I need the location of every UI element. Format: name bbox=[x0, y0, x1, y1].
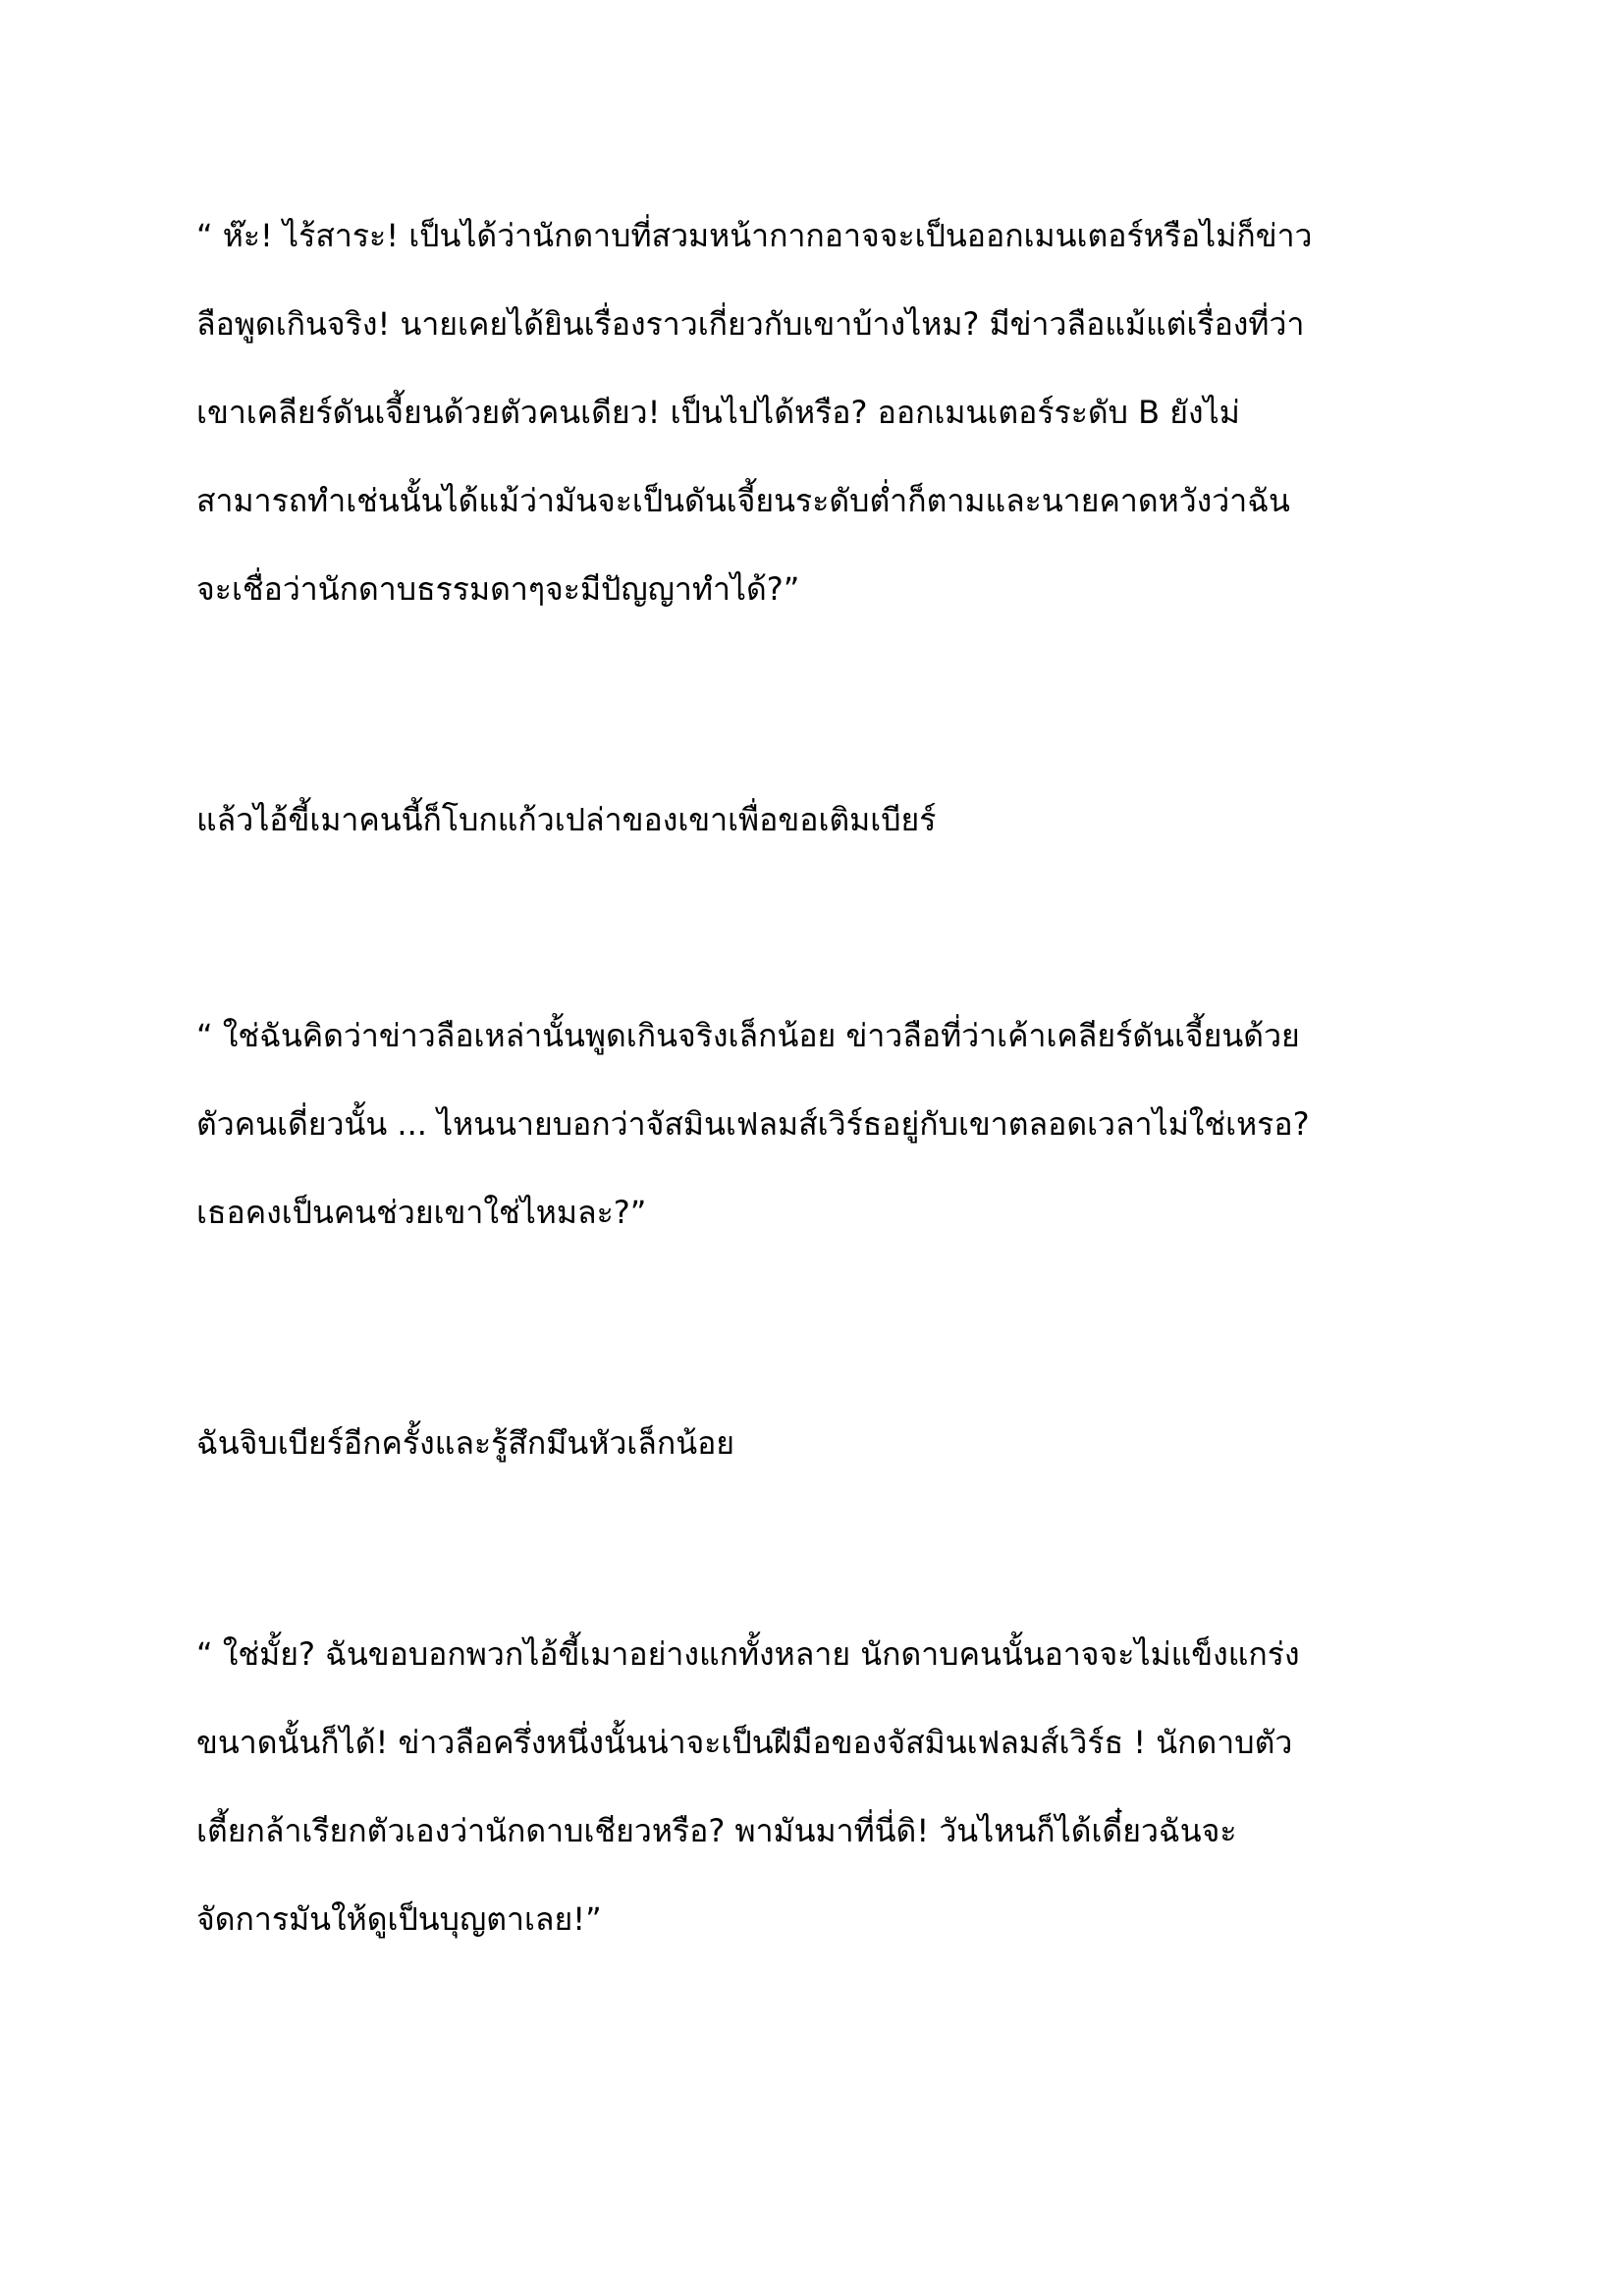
paragraph-4 bbox=[196, 1399, 1443, 1487]
paragraph-3 bbox=[196, 991, 1443, 1256]
paragraph-1-line-2: ลือพูดเกินจริง! นายเคยได้ยินเรื่องราวเกี่ยวกับเขาบ้างไหม? มีข่าวลือแม้แต่เรื่องที่ว่า bbox=[196, 305, 1305, 343]
paragraph-1-line-3: เขาเคลียร์ดันเจี้ยนด้วยตัวคนเดียว! เป็นไปได้หรือ? ออกเมนเตอร์ระดับ B ยังไม่ bbox=[196, 394, 1240, 431]
paragraph-2-line-1: แล้วไอ้ขี้เมาคนนี้ก็โบกแก้วเปล่าของเขาเพื่อขอเติมเบียร์ bbox=[196, 801, 937, 838]
paragraph-5-line-3: เตี้ยกล้าเรียกตัวเองว่านักดาบเชียวหรือ? พามันมาที่นี่ดิ! วันไหนก็ได้เดี๋ยวฉันจะ bbox=[196, 1812, 1237, 1849]
paragraph-3-line-2: ตัวคนเดี่ยวนั้น ... ไหนนายบอกว่าจัสมินเฟลมส์เวิร์ธอยู่กับเขาตลอดเวลาไม่ใช่เหรอ? bbox=[196, 1105, 1310, 1143]
paragraph-1-line-5: จะเชื่อว่านักดาบธรรมดาๆจะมีปัญญาทำได้?” bbox=[196, 570, 800, 608]
paragraph-3-line-1: “ ใช่ฉันคิดว่าข่าวลือเหล่านั้นพูดเกินจริงเล็กน้อย ข่าวลือที่ว่าเค้าเคลียร์ดันเจี้ยนด้วย bbox=[196, 1017, 1300, 1054]
paragraph-1 bbox=[196, 191, 1443, 633]
paragraph-5-line-1: “ ใช่มั้ย? ฉันขอบอกพวกไอ้ขี้เมาอย่างแกทั้งหลาย นักดาบคนนั้นอาจจะไม่แข็งแกร่ง bbox=[196, 1635, 1300, 1673]
paragraph-4-line-1: ฉันจิบเบียร์อีกครั้งและรู้สึกมึนหัวเล็กน้อย bbox=[196, 1424, 735, 1462]
paragraph-2 bbox=[196, 775, 1443, 864]
paragraph-5-line-4: จัดการมันให้ดูเป็นบุญตาเลย!” bbox=[196, 1900, 602, 1938]
paragraph-1-line-4: สามารถทำเช่นนั้นได้แม้ว่ามันจะเป็นดันเจี้ยนระดับต่ำก็ตามและนายคาดหวังว่าฉัน bbox=[196, 482, 1290, 519]
paragraph-5-line-2: ขนาดนั้นก็ได้! ข่าวลือครึ่งหนึ่งนั้นน่าจะเป็นฝีมือของจัสมินเฟลมส์เวิร์ธ ! นักดาบตัว bbox=[196, 1724, 1293, 1761]
paragraph-1-line-1: “ ห๊ะ! ไร้สาระ! เป็นได้ว่านักดาบที่สวมหน้ากากอาจจะเป็นออกเมนเตอร์หรือไม่ก็ข่าว bbox=[196, 217, 1313, 254]
paragraph-5 bbox=[196, 1610, 1443, 1963]
paragraph-3-line-3: เธอคงเป็นคนช่วยเขาใช่ไหมละ?” bbox=[196, 1194, 647, 1231]
